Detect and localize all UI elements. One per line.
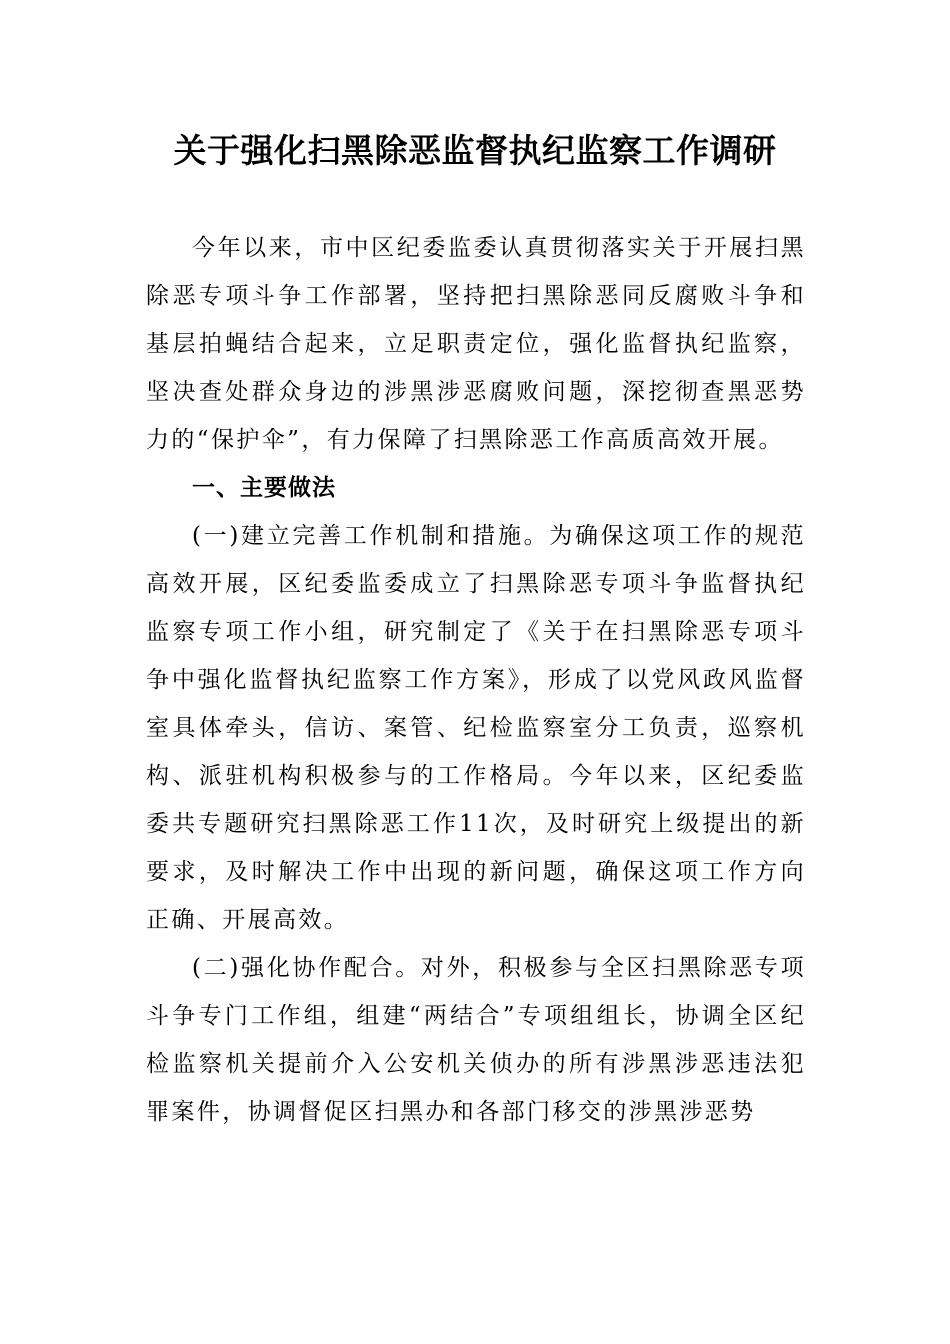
paragraph-2: (二)强化协作配合。对外，积极参与全区扫黑除恶专项斗争专门工作组，组建“两结合”专项组组长，协调全区纪检监察机关提前介入公安机关侦办的所有涉黑涉恶违法犯罪案件，协调督促区扫黑办和各部门移交的涉黑涉恶势	[146, 955, 806, 1125]
section-heading: 一、主要做法	[192, 475, 336, 501]
document-title: 关于强化扫黑除恶监督执纪监察工作调研	[173, 131, 777, 170]
intro-paragraph: 今年以来，市中区纪委监委认真贯彻落实关于开展扫黑除恶专项斗争工作部署，坚持把扫黑除恶同反腐败斗争和基层拍蝇结合起来，立足职责定位，强化监督执纪监察，坚决查处群众身边的涉黑涉恶腐败问题，深挖彻查黑恶势力的“保护伞”，有力保障了扫黑除恶工作高质高效开展。	[146, 235, 806, 453]
paragraph-1: (一)建立完善工作机制和措施。为确保这项工作的规范高效开展，区纪委监委成立了扫黑除恶专项斗争监督执纪监察专项工作小组，研究制定了《关于在扫黑除恶专项斗争中强化监督执纪监察工作方案》，形成了以党风政风监督室具体牵头，信访、案管、纪检监察室分工负责，巡察机构、派驻机构积极参与的工作格局。今年以来，区纪委监委共专题研究扫黑除恶工作11次，及时研究上级提出的新要求，及时解决工作中出现的新问题，确保这项工作方向正确、开展高效。	[146, 523, 806, 933]
document-body	[146, 224, 806, 1136]
